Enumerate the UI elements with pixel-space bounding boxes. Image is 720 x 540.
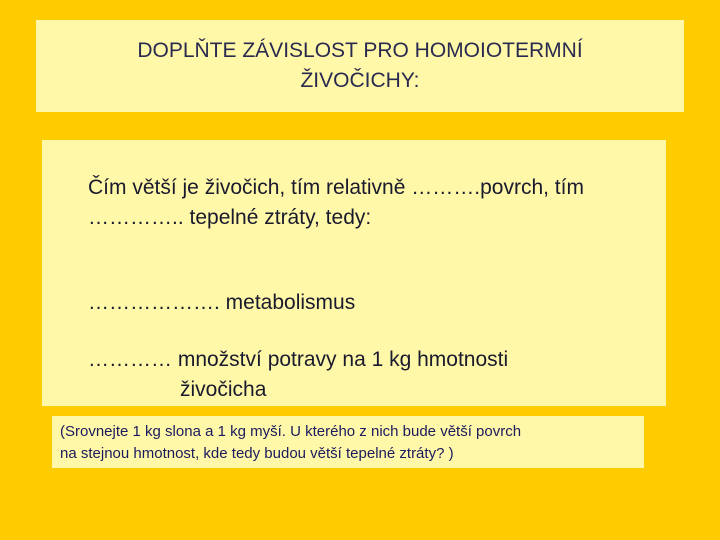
- title-panel: [36, 20, 684, 112]
- title-line-1: DOPLŇTE ZÁVISLOST PRO HOMOIOTERMNÍ: [137, 39, 583, 62]
- note-line-2: na stejnou hmotnost, kde tedy budou větší tepelné ztráty? ): [60, 445, 454, 462]
- food-line-2: živočicha: [180, 378, 267, 401]
- note-panel: [52, 416, 644, 468]
- metabolism-line: ………………. metabolismus: [88, 291, 356, 314]
- note-line-1: (Srovnejte 1 kg slona a 1 kg myší. U kterého z nich bude větší povrch: [60, 423, 522, 440]
- sentence-line-2: ………….. tepelné ztráty, tedy:: [88, 206, 372, 229]
- title-line-2: ŽIVOČICHY:: [300, 69, 420, 92]
- content-panel: [42, 140, 666, 406]
- food-line-1: ………… množství potravy na 1 kg hmotnosti: [88, 348, 509, 371]
- sentence-line-1: Čím větší je živočich, tím relativně ……….povrch, tím: [88, 176, 584, 199]
